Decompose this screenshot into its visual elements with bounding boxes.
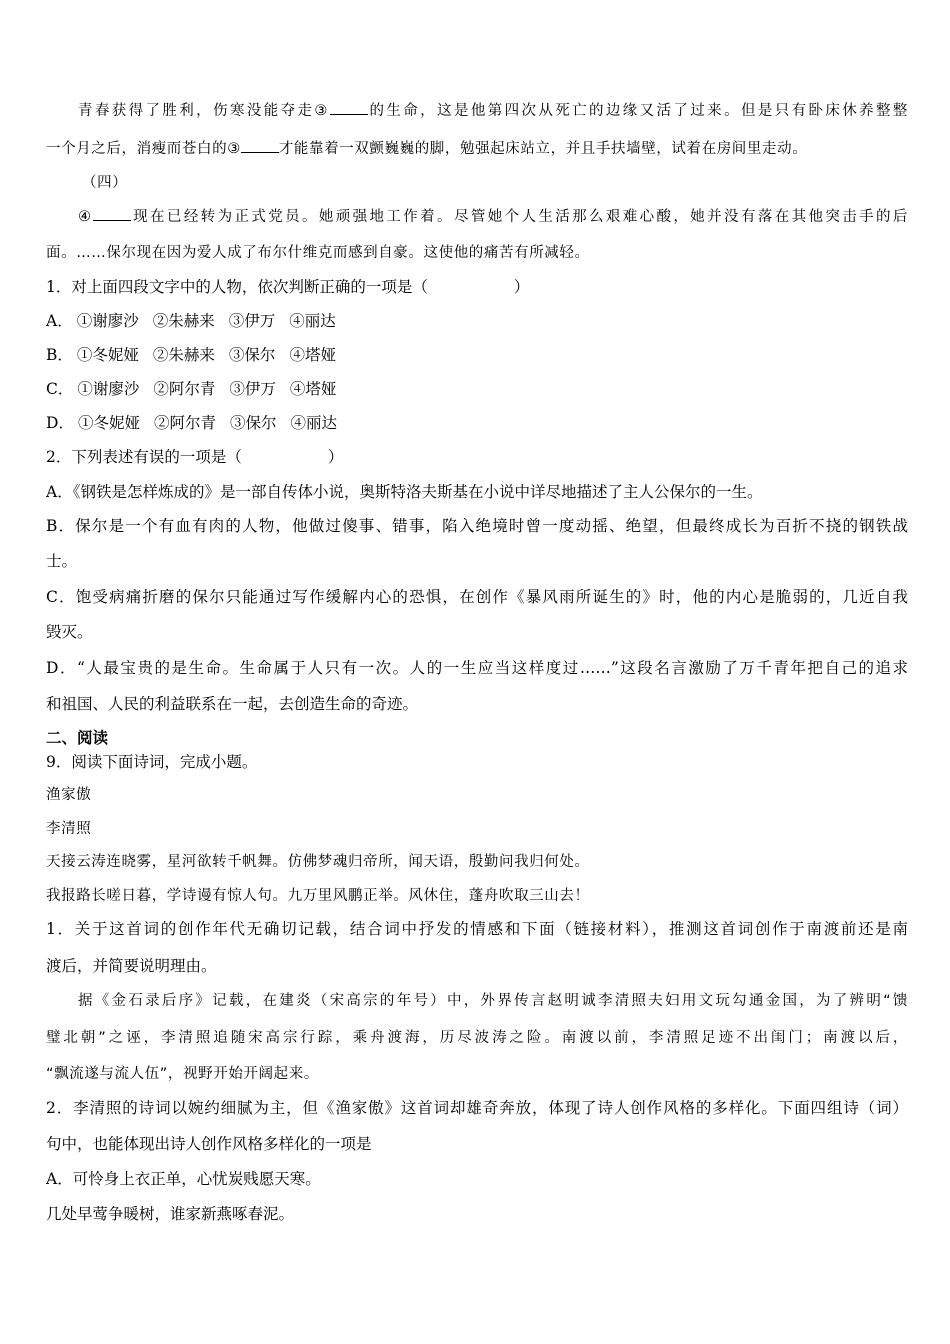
stem-text: 2．下列表述有误的一项是（	[46, 448, 242, 466]
option-item: ①冬妮娅	[76, 346, 139, 364]
option-item: ③保尔	[229, 414, 277, 432]
option-item: ①谢廖沙	[77, 380, 140, 398]
q1-option-d	[46, 412, 908, 434]
text-run: 青春获得了胜利，伤寒没能夺走	[78, 103, 315, 119]
option-item: ④丽达	[289, 312, 336, 330]
section4-heading: （四）	[82, 175, 128, 191]
section4-line1	[46, 206, 908, 228]
q2-option-c-line1: C．饱受病痛折磨的保尔只能通过写作缓解内心的恐惧，在创作《暴风雨所诞生的》时，他的内心是脆弱的，几近自我	[46, 588, 908, 606]
text-run: 的生命，这是他第四次从死亡的边缘又活了过来。但是只有卧床休养整整	[367, 103, 908, 119]
question-9-stem: 9．阅读下面诗词，完成小题。	[46, 753, 258, 771]
option-item: ④塔娅	[289, 380, 337, 398]
option-item: ②朱赫来	[152, 312, 215, 330]
question-2-stem	[46, 446, 908, 468]
fill-blank	[241, 138, 279, 153]
link-material-line1: 据《金石录后序》记载，在建炎（宋高宗的年号）中，外界传言赵明诚李清照夫妇用文玩勾通金国，为了辨明“馈	[78, 993, 908, 1009]
question-1-stem	[46, 276, 908, 298]
poem-line-2: 我报路长嗟日暮，学诗谩有惊人句。九万里风鹏正举。风休住，蓬舟吹取三山去！	[46, 888, 590, 904]
paren-close: ）	[327, 448, 344, 466]
section3-line2	[46, 138, 908, 160]
link-material-line3: “飘流遂与流人伍”，视野开始开阔起来。	[46, 1066, 319, 1082]
subquestion-2-line1: 2．李清照的诗词以婉约细腻为主，但《渔家傲》这首词却雄奇奔放，体现了诗人创作风格的多样化。下面四组诗（词）	[46, 1099, 908, 1117]
circled-marker: ③	[314, 103, 330, 119]
poem-title: 渔家傲	[46, 787, 92, 803]
option-label: C．	[46, 380, 74, 398]
option-item: ②阿尔青	[153, 414, 216, 432]
option-item: ③伊万	[229, 380, 276, 398]
q1-option-c	[46, 378, 908, 400]
stem-text: 1．对上面四段文字中的人物，依次判断正确的一项是（	[46, 278, 428, 296]
option-item: ②阿尔青	[153, 380, 216, 398]
poem-line-1: 天接云涛连晓雾，星河欲转千帆舞。仿佛梦魂归帝所，闻天语，殷勤问我归何处。	[46, 854, 590, 870]
q2-option-b-line2: 士。	[46, 552, 78, 570]
fill-blank	[93, 206, 131, 221]
subquestion-1-line1: 1．关于这首词的创作年代无确切记载，结合词中抒发的情感和下面（链接材料），推测这首词创作于南渡前还是南	[46, 920, 908, 938]
option-item: ②朱赫来	[152, 346, 215, 364]
q2-option-d-line1: D．“人最宝贵的是生命。生命属于人只有一次。人的一生应当这样度过……”这段名言激励了万千青年把自己的追求	[46, 659, 908, 677]
subquestion-2-line2: 句中，也能体现出诗人创作风格多样化的一项是	[46, 1135, 372, 1153]
sq2-option-a-line1: A．可怜身上衣正单，心忧炭贱愿天寒。	[46, 1170, 321, 1188]
option-label: B．	[46, 346, 73, 364]
circled-marker: ③	[227, 141, 241, 157]
option-label: A．	[46, 312, 73, 330]
text-run: 一个月之后，消瘦而苍白的	[46, 141, 228, 157]
section-heading-reading: 二、阅读	[46, 728, 109, 747]
q1-option-b	[46, 344, 908, 366]
q2-option-c-line2: 毁灭。	[46, 623, 93, 641]
poem-author: 李清照	[46, 821, 92, 837]
subquestion-1-line2: 渡后，并简要说明理由。	[46, 957, 217, 975]
q2-option-d-line2: 和祖国、人民的利益联系在一起，去创造生命的奇迹。	[46, 695, 419, 713]
section3-line1	[46, 100, 908, 122]
option-item: ④丽达	[290, 414, 337, 432]
circled-marker: ④	[78, 209, 94, 225]
option-label: D．	[46, 414, 74, 432]
sq2-option-a-line2: 几处早莺争暖树，谁家新燕啄春泥。	[46, 1205, 295, 1223]
option-item: ④塔娅	[289, 346, 336, 364]
option-item: ①谢廖沙	[76, 312, 139, 330]
link-material-line2: 璧北朝”之诬，李清照追随宋高宗行踪，乘舟渡海，历尽波涛之险。南渡以前，李清照足迹不出闺门；南渡以后，	[46, 1030, 908, 1046]
q2-option-b-line1: B．保尔是一个有血有肉的人物，他做过傻事、错事，陷入绝境时曾一度动摇、绝望，但最终成长为百折不挠的钢铁战	[46, 517, 908, 535]
q2-option-a: A．《钢铁是怎样炼成的》是一部自传体小说，奥斯特洛夫斯基在小说中详尽地描述了主人公保尔的一生。	[46, 483, 763, 501]
fill-blank	[330, 100, 368, 115]
paren-close: ）	[513, 278, 530, 296]
text-run: 现在已经转为正式党员。她顽强地工作着。尽管她个人生活那么艰难心酸，她并没有落在其他突击手的后	[131, 209, 908, 225]
text-run: 才能靠着一双颤巍巍的脚，勉强起床站立，并且手扶墙壁，试着在房间里走动。	[278, 141, 808, 157]
option-item: ③保尔	[228, 346, 276, 364]
option-item: ①冬妮娅	[77, 414, 140, 432]
section4-line2: 面。……保尔现在因为爱人成了布尔什维克而感到自豪。这使他的痛苦有所减轻。	[46, 245, 590, 261]
q1-option-a	[46, 310, 908, 332]
option-item: ③伊万	[228, 312, 276, 330]
